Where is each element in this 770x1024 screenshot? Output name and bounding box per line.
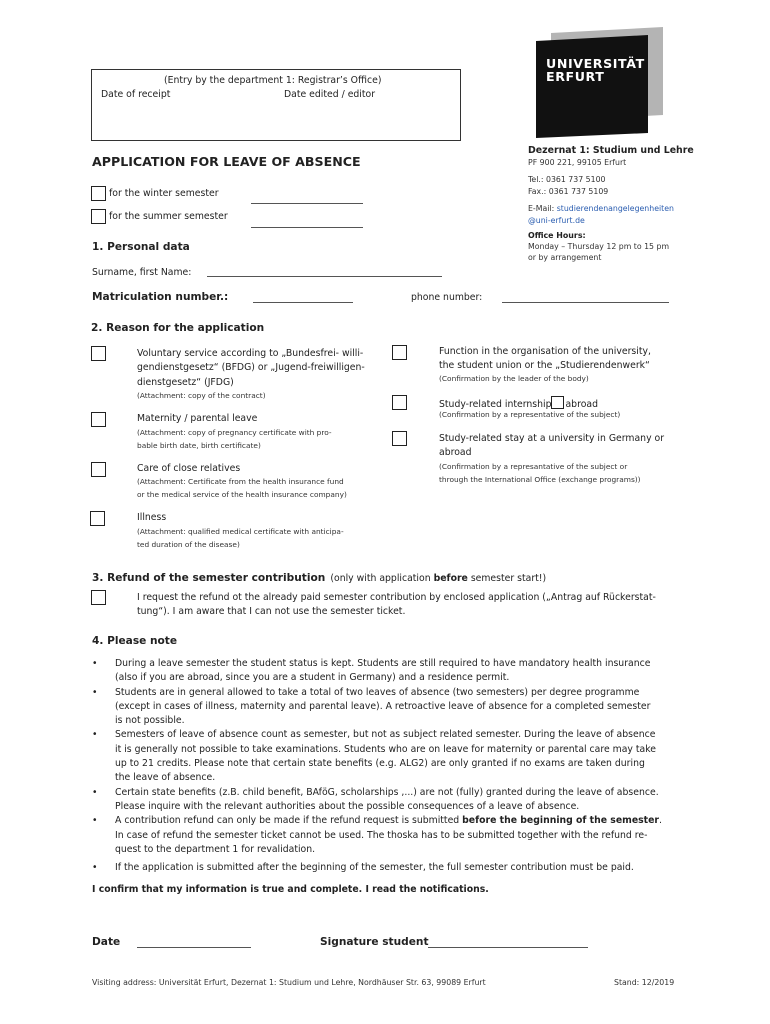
notes-list: [92, 657, 692, 875]
office-hours-label: Office Hours:: [528, 231, 586, 240]
note-line: is not possible.: [115, 715, 185, 727]
logo-line-2: ERFURT: [546, 69, 605, 84]
voluntary-service-checkbox[interactable]: [91, 346, 106, 361]
date-edited-label: Date edited / editor: [284, 89, 376, 100]
refund-note-c: semester start!): [467, 573, 547, 584]
study-stay-note: [439, 461, 641, 486]
refund-note: [330, 573, 546, 584]
footer-address: Visiting address: Universität Erfurt, Dezernat 1: Studium und Lehre, Nordhäuser Str. 63, 99089 Erfurt: [92, 978, 486, 987]
contact-fax: Fax.: 0361 737 5109: [528, 187, 609, 196]
note-line: the leave of absence.: [115, 772, 216, 784]
note-line: • During a leave semester the student status is kept. Students are still required to have mandatory health insurance: [115, 658, 651, 669]
summer-semester-label: for the summer semester: [109, 211, 228, 222]
function-text: [439, 345, 651, 374]
note-line: In case of refund the semester ticket cannot be used. The thoska has to be submitted together with the refund re-: [115, 829, 648, 841]
note-line: (except in cases of illness, maternity and parental leave). A retroactive leave of absence for a completed semester: [115, 700, 651, 712]
study-stay-note-1: (Confirmation by a represantative of the subject or: [439, 462, 628, 471]
internship-label: [439, 396, 598, 410]
care-note-1: (Attachment: Certificate from the health insurance fund: [137, 477, 344, 486]
voluntary-line-1: Voluntary service according to „Bundesfrei- willi-: [137, 348, 364, 359]
date-of-receipt-label: Date of receipt: [101, 89, 171, 100]
surname-label: Surname, first Name:: [92, 267, 192, 278]
refund-note-bold: before the beginning of the semester: [462, 815, 659, 827]
contact-block: [528, 145, 728, 262]
note-item: [92, 728, 692, 785]
date-field[interactable]: [137, 947, 251, 948]
email-link-domain[interactable]: @uni-erfurt.de: [528, 216, 585, 225]
office-hours-1: Monday – Thursday 12 pm to 15 pm: [528, 242, 670, 251]
note-item: [92, 657, 692, 686]
email-label: E-Mail:: [528, 204, 555, 213]
signature-field[interactable]: [428, 947, 588, 948]
care-note-2: or the medical service of the health insurance company): [137, 489, 347, 499]
note-item: [92, 686, 692, 729]
voluntary-line-3: dienstgesetz“ (JFDG): [137, 376, 234, 388]
function-note: (Confirmation by the leader of the body): [439, 374, 589, 383]
study-stay-text: [439, 432, 664, 461]
winter-semester-checkbox[interactable]: [91, 186, 106, 201]
note-item: [92, 786, 692, 815]
refund-note-a-text: A contribution refund can only be made if the refund request is submitted: [115, 815, 463, 827]
note-item-last: [92, 861, 692, 875]
page-title: APPLICATION FOR LEAVE OF ABSENCE: [92, 154, 361, 169]
date-label: Date: [92, 936, 121, 948]
matriculation-label: Matriculation number.:: [92, 291, 229, 303]
entry-box-heading: (Entry by the department 1: Registrar’s Office): [164, 75, 382, 86]
note-line: • Semesters of leave of absence count as semester, but not as subject related semester. During the leave of absence: [115, 729, 656, 741]
maternity-note-2: bable birth date, birth certificate): [137, 440, 261, 450]
note-line: [115, 814, 692, 828]
illness-checkbox[interactable]: [90, 511, 105, 526]
phone-field[interactable]: [502, 302, 669, 303]
illness-note-2: ted duration of the disease): [137, 539, 240, 549]
internship-label-b: abroad: [565, 399, 598, 410]
personal-data-heading: 1. Personal data: [92, 241, 190, 253]
logo-text: [546, 57, 645, 83]
refund-heading-row: [92, 566, 546, 585]
winter-semester-label: for the winter semester: [109, 188, 219, 199]
refund-note-b: before: [433, 573, 468, 584]
refund-note-a: (only with application: [330, 573, 434, 584]
study-stay-line-1: Study-related stay at a university in Germany or: [439, 433, 665, 444]
contact-department: Dezernat 1: Studium und Lehre: [528, 145, 694, 156]
refund-text: [137, 591, 656, 620]
function-checkbox[interactable]: [392, 345, 407, 360]
function-line-2: the student union or the „Studierendenwerk“: [439, 360, 650, 372]
signature-label: Signature student: [320, 936, 429, 948]
note-line: • If the application is submitted after the beginning of the semester, the full semester contribution must be paid.: [115, 862, 634, 874]
refund-heading: 3. Refund of the semester contribution: [92, 572, 326, 584]
contact-tel: Tel.: 0361 737 5100: [528, 175, 606, 184]
voluntary-line-2: gendienstgesetz“ (BFDG) or „Jugend-freiwilligen-: [137, 362, 365, 374]
maternity-label: Maternity / parental leave: [137, 413, 258, 424]
maternity-note-1: (Attachment: copy of pregnancy certificate with pro-: [137, 428, 332, 437]
surname-field[interactable]: [207, 276, 442, 277]
contact-email-domain: [528, 216, 728, 225]
refund-text-1: I request the refund ot the already paid semester contribution by enclosed application („Antrag auf Rückerstat-: [137, 592, 656, 603]
care-label: Care of close relatives: [137, 463, 241, 474]
illness-note: [137, 526, 344, 551]
summer-semester-checkbox[interactable]: [91, 209, 106, 224]
maternity-checkbox[interactable]: [91, 412, 106, 427]
study-stay-line-2: abroad: [439, 447, 472, 459]
note-line: up to 21 credits. Please note that certain state benefits (e.g. ALG2) are only granted if no exams are taken during: [115, 758, 645, 770]
footer-stand: Stand: 12/2019: [614, 978, 675, 987]
email-link[interactable]: studierendenangelegenheiten: [556, 204, 674, 213]
voluntary-note: (Attachment: copy of the contract): [137, 391, 266, 400]
maternity-note: [137, 427, 332, 452]
winter-semester-line[interactable]: [251, 203, 363, 204]
note-line: quest to the department 1 for revalidation.: [115, 843, 316, 855]
note-line: • Students are in general allowed to take a total of two leaves of absence (two semesters) per degree programme: [115, 686, 640, 698]
note-line: it is generally not possible to take examinations. Students who are on leave for maternity or parental care may take: [115, 743, 656, 755]
office-hours-2: or by arrangement: [528, 253, 602, 262]
contact-email: [528, 204, 728, 213]
notes-heading: 4. Please note: [92, 635, 178, 647]
note-item-refund: [92, 814, 692, 857]
voluntary-service-text: [137, 347, 365, 390]
internship-checkbox[interactable]: [392, 395, 407, 410]
contact-address: PF 900 221, 99105 Erfurt: [528, 158, 627, 167]
note-line: Please inquire with the relevant authorities about the possible consequences of a leave of absence.: [115, 800, 580, 812]
logo-line-1: UNIVERSITÄT: [546, 56, 645, 71]
illness-note-1: (Attachment: qualified medical certificate with anticipa-: [137, 527, 344, 536]
study-stay-checkbox[interactable]: [392, 431, 407, 446]
summer-semester-line[interactable]: [251, 227, 363, 228]
refund-note-period: .: [659, 815, 662, 827]
internship-inline-box: [551, 396, 564, 409]
matriculation-field[interactable]: [253, 302, 353, 303]
function-line-1: Function in the organisation of the university,: [439, 346, 651, 357]
refund-checkbox[interactable]: [91, 590, 106, 605]
study-stay-note-2: through the International Office (exchange programs)): [439, 474, 641, 484]
illness-label: Illness: [137, 512, 167, 523]
refund-text-2: tung“). I am aware that I can not use the semester ticket.: [137, 606, 406, 618]
reason-heading: 2. Reason for the application: [91, 322, 265, 334]
internship-note: (Confirmation by a representative of the subject): [439, 410, 621, 419]
note-line: (also if you are abroad, since you are a student in Germany) and a residence permit.: [115, 672, 510, 684]
confirmation-text: I confirm that my information is true and complete. I read the notifications.: [92, 884, 489, 895]
care-checkbox[interactable]: [91, 462, 106, 477]
note-line: • Certain state benefits (z.B. child benefit, BAföG, scholarships ,...) are not (fully) granted during the leave of absence.: [115, 786, 659, 798]
care-note: [137, 476, 347, 501]
internship-label-a: Study-related internship: [439, 399, 552, 410]
phone-label: phone number:: [411, 292, 483, 303]
